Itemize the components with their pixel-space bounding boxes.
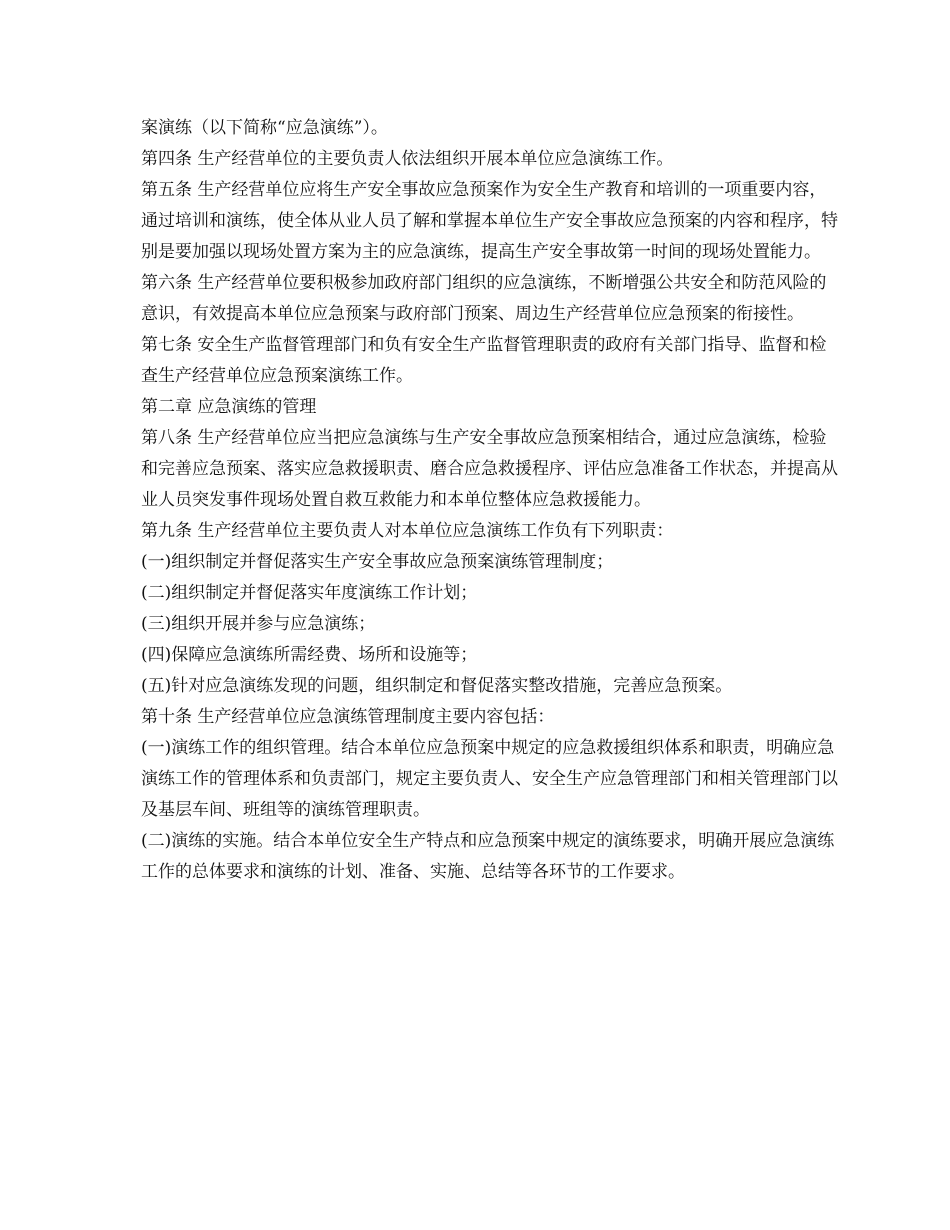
article-9: 第九条 生产经营单位主要负责人对本单位应急演练工作负有下列职责：	[141, 521, 674, 541]
article-9-item-3: (三)组织开展并参与应急演练；	[141, 614, 376, 634]
article-8: 第八条 生产经营单位应当把应急演练与生产安全事故应急预案相结合，通过应急演练，检验和完善应急预案、落实应急救援职责、磨合应急救援程序、评估应急准备工作状态，并提高从业人员突发事件现场处置自救互救能力和本单位整体应急救援能力。	[141, 428, 838, 510]
paragraph-continuation: 案演练（以下简称“应急演练”）。	[141, 118, 388, 138]
article-10-item-1: (一)演练工作的组织管理。结合本单位应急预案中规定的应急救援组织体系和职责，明确应急演练工作的管理体系和负责部门，规定主要负责人、安全生产应急管理部门和相关管理部门以及基层车间、班组等的演练管理职责。	[141, 738, 838, 820]
chapter-2-heading: 第二章 应急演练的管理	[141, 397, 317, 417]
article-9-item-1: (一)组织制定并督促落实生产安全事故应急预案演练管理制度；	[141, 552, 614, 572]
article-10-item-2: (二)演练的实施。结合本单位安全生产特点和应急预案中规定的演练要求，明确开展应急演练工作的总体要求和演练的计划、准备、实施、总结等各环节的工作要求。	[141, 831, 835, 882]
article-4: 第四条 生产经营单位的主要负责人依法组织开展本单位应急演练工作。	[141, 149, 674, 169]
article-6: 第六条 生产经营单位要积极参加政府部门组织的应急演练，不断增强公共安全和防范风险的意识，有效提高本单位应急预案与政府部门预案、周边生产经营单位应急预案的衔接性。	[141, 273, 827, 324]
article-7: 第七条 安全生产监督管理部门和负有安全生产监督管理职责的政府有关部门指导、监督和检查生产经营单位应急预案演练工作。	[141, 335, 827, 386]
article-9-item-4: (四)保障应急演练所需经费、场所和设施等；	[141, 645, 478, 665]
article-5: 第五条 生产经营单位应将生产安全事故应急预案作为安全生产教育和培训的一项重要内容，通过培训和演练，使全体从业人员了解和掌握本单位生产安全事故应急预案的内容和程序，特别是要加强以现场处置方案为主的应急演练，提高生产安全事故第一时间的现场处置能力。	[141, 180, 838, 262]
article-9-item-5: (五)针对应急演练发现的问题，组织制定和督促落实整改措施，完善应急预案。	[141, 676, 733, 696]
document-page	[141, 113, 841, 888]
article-9-item-2: (二)组织制定并督促落实年度演练工作计划；	[141, 583, 478, 603]
article-10: 第十条 生产经营单位应急演练管理制度主要内容包括：	[141, 707, 555, 727]
